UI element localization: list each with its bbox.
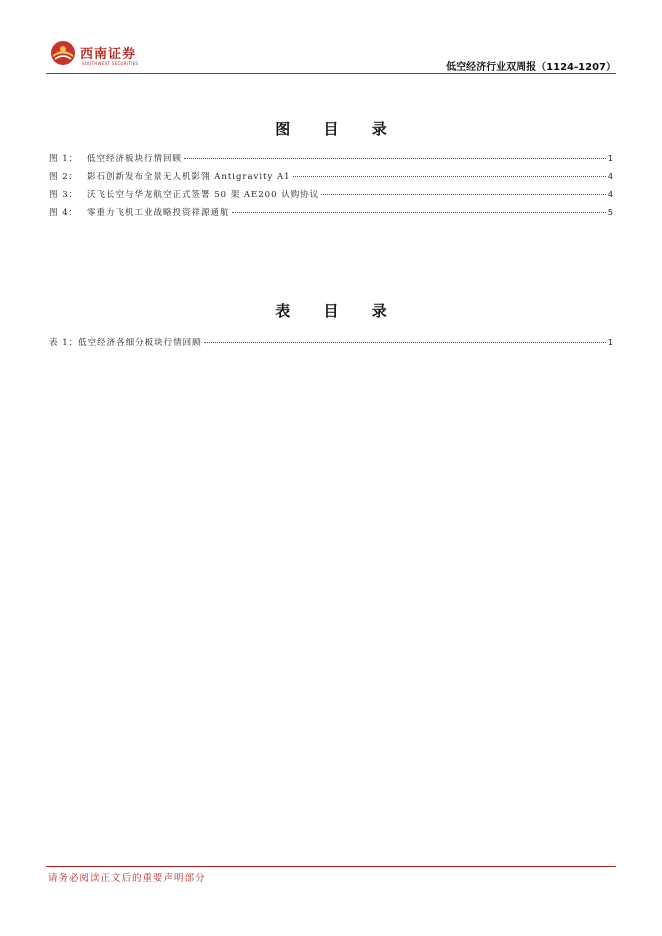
figures-toc-title: 图 目 录: [275, 120, 401, 138]
toc-entry[interactable]: [49, 188, 613, 206]
toc-entry-page: 1: [607, 338, 613, 347]
toc-entry-label: 表 1：: [49, 338, 79, 348]
toc-entry-text: 沃飞长空与华龙航空正式签署 50 架 AE200 认购协议: [87, 190, 320, 200]
toc-entry-text: 低空经济各细分板块行情回顾: [78, 338, 202, 348]
toc-entry-page: 5: [607, 208, 613, 217]
toc-entry-page: 4: [607, 172, 613, 181]
toc-entry-label: 图 1：: [49, 154, 79, 164]
toc-leader-dots: [204, 342, 606, 343]
toc-entry-label: 图 4：: [49, 208, 79, 218]
company-logo: [50, 40, 150, 72]
toc-entry[interactable]: [49, 336, 613, 354]
toc-leader-dots: [293, 176, 606, 177]
logo-subtext: SOUTHWEST SECURITIES: [82, 61, 139, 66]
toc-leader-dots: [184, 158, 606, 159]
toc-leader-dots: [232, 212, 606, 213]
footer-disclaimer: 请务必阅读正文后的重要声明部分: [48, 873, 206, 884]
toc-entry-page: 1: [607, 154, 613, 163]
toc-entry-label: 图 3：: [49, 190, 79, 200]
toc-entry[interactable]: [49, 206, 613, 224]
toc-entry-text: 低空经济板块行情回顾: [87, 154, 183, 164]
toc-entry-page: 4: [607, 190, 613, 199]
toc-entry[interactable]: [49, 152, 613, 170]
footer-divider: [46, 866, 616, 867]
tables-toc-title: 表 目 录: [275, 302, 401, 320]
logo-sun-icon: [50, 40, 76, 66]
header-divider: [46, 73, 616, 74]
report-title: 低空经济行业双周报（1124-1207）: [446, 62, 616, 73]
toc-leader-dots: [321, 194, 606, 195]
toc-entry-text: 影石创新发布全景无人机影翎 Antigravity A1: [87, 172, 291, 182]
toc-entry-text: 零重力飞机工业战略投资祥源通航: [87, 208, 230, 218]
toc-entry[interactable]: [49, 170, 613, 188]
logo-text: 西南证券: [80, 47, 137, 62]
page-header: [46, 36, 616, 74]
toc-entry-label: 图 2：: [49, 172, 79, 182]
figures-toc-list: [49, 152, 613, 224]
tables-toc-list: [49, 336, 613, 354]
